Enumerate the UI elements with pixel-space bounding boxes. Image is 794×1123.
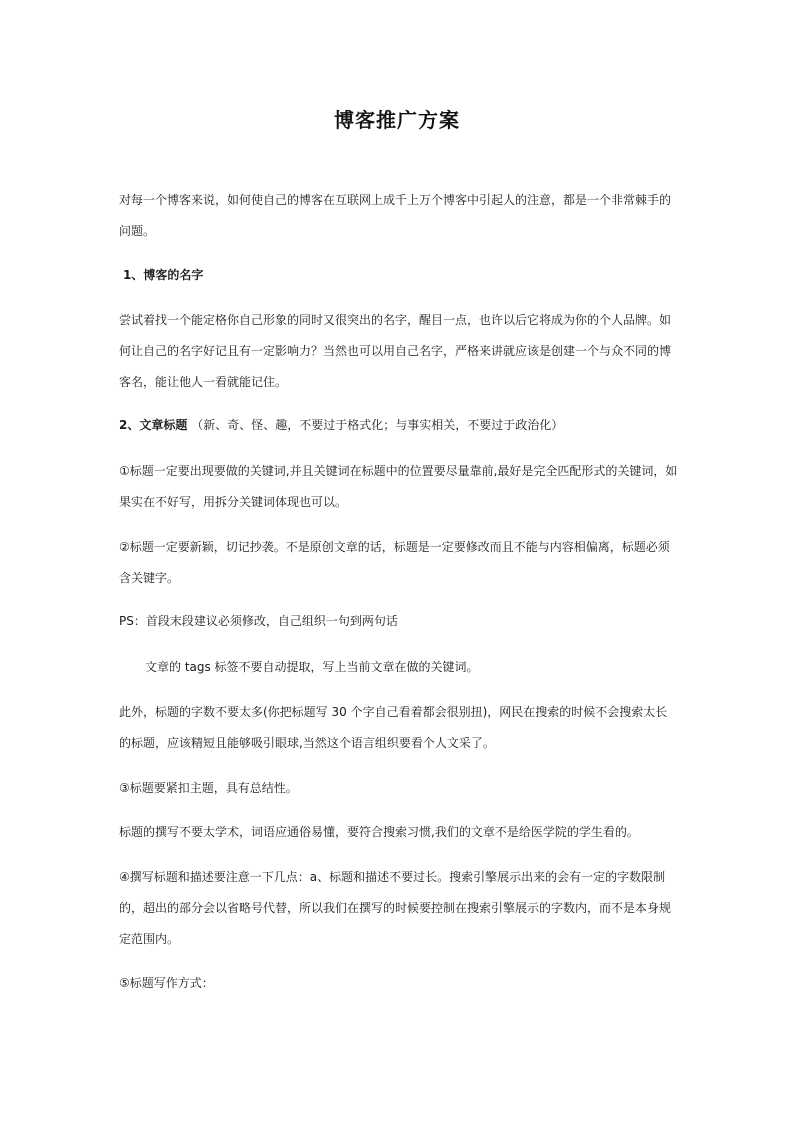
ps-note: PS：首段末段建议必须修改，自己组织一句到两句话 <box>119 614 398 628</box>
article-title-note: （新、奇、怪、趣，不要过于格式化；与事实相关，不要过于政治化） <box>191 418 564 432</box>
document-title: 博客推广方案 <box>334 108 460 132</box>
title-tip-4: ④撰写标题和描述要注意一下几点：a、标题和描述不要过长。搜索引擎展示出来的会有一定的字数限制的，超出的部分会以省略号代替，所以我们在撰写的时候要控制在搜索引擎展示的字数内，而不是本身规定范围内。 <box>119 870 672 946</box>
title-tip-1: ①标题一定要出现要做的关键词,并且关键词在标题中的位置要尽量靠前,最好是完全匹配形式的关键词，如果实在不好写，用拆分关键词体现也可以。 <box>119 464 678 509</box>
section-heading-article-title: 2、文章标题 <box>119 418 188 432</box>
title-tip-2: ②标题一定要新颖，切记抄袭。不是原创文章的话，标题是一定要修改而且不能与内容相偏离，标题必须含关键字。 <box>119 540 670 585</box>
title-length-paragraph: 此外，标题的字数不要太多(你把标题写 30 个字自己看着都会很别扭)，网民在搜索的时候不会搜索太长的标题，应该精短且能够吸引眼球,当然这个语言组织要看个人文采了。 <box>119 705 668 750</box>
title-style-paragraph: 标题的撰写不要太学术，词语应通俗易懂，要符合搜索习惯,我们的文章不是给医学院的学生看的。 <box>119 825 639 839</box>
intro-paragraph: 对每一个博客来说，如何使自己的博客在互联网上成千上万个博客中引起人的注意，都是一个非常棘手的问题。 <box>119 193 672 238</box>
section-heading-blog-name: 1、博客的名字 <box>123 268 204 282</box>
blog-name-paragraph: 尝试着找一个能定格你自己形象的同时又很突出的名字，醒目一点，也许以后它将成为你的个人品牌。如何让自己的名字好记且有一定影响力？当然也可以用自己名字，严格来讲就应该是创建一个与众不同的博客名，能让他人一看就能记住。 <box>119 313 672 389</box>
title-tip-5: ⑤标题写作方式： <box>119 976 214 990</box>
section-heading-article-title-row <box>119 410 679 441</box>
tags-note: 文章的 tags 标签不要自动提取，写上当前文章在做的关键词。 <box>145 660 479 674</box>
title-tip-3: ③标题要紧扣主题，具有总结性。 <box>119 781 298 795</box>
